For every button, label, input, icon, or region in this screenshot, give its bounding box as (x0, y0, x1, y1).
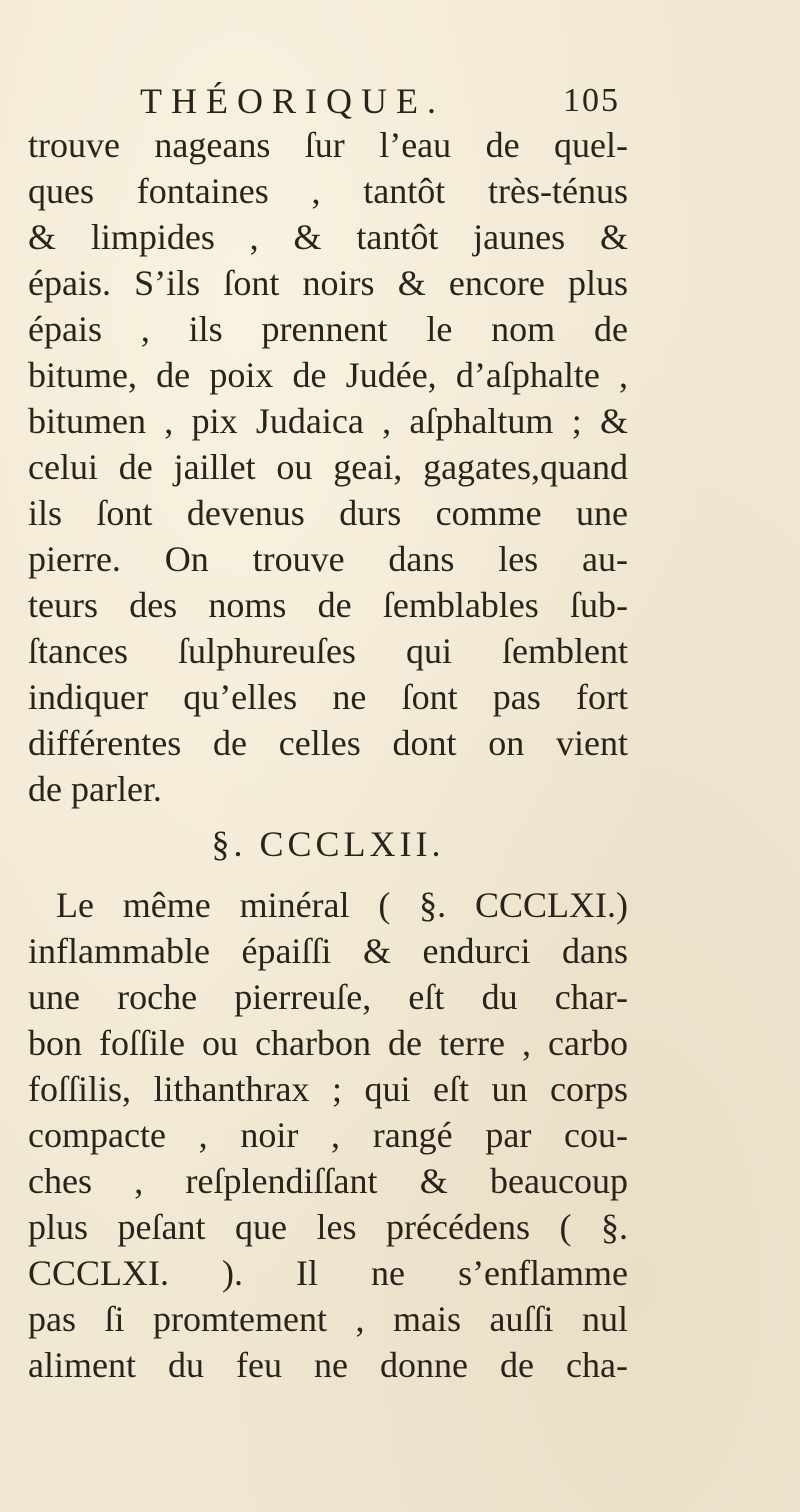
body-text (28, 122, 628, 1388)
text-line: épais. S’ils ſont noirs & encore plus (28, 263, 628, 303)
text-line: différentes de celles dont on vient (28, 723, 628, 763)
text-line: CCCLXI. ). Il ne s’enflamme (28, 1253, 628, 1293)
text-line: pierre. On trouve dans les au- (28, 539, 628, 579)
paragraph-continued (28, 122, 628, 812)
text-line: celui de jaillet ou geai, gagates,quand (28, 447, 628, 487)
text-line: bitumen , pix Judaica , aſphaltum ; & (28, 401, 628, 441)
text-line: compacte , noir , rangé par cou- (28, 1115, 628, 1155)
text-line: ches , reſplendiſſant & beaucoup (28, 1161, 628, 1201)
text-line: bitume, de poix de Judée, d’aſphalte , (28, 355, 628, 395)
text-line: & limpides , & tantôt jaunes & (28, 217, 628, 257)
text-line: indiquer qu’elles ne ſont pas fort (28, 677, 628, 717)
text-line: inflammable épaiſſi & endurci dans (28, 931, 628, 971)
text-line: Le même minéral ( §. CCCLXI.) (56, 885, 628, 925)
text-line: foſſilis, lithanthrax ; qui eſt un corps (28, 1069, 628, 1109)
text-line: trouve nageans ſur l’eau de quel- (28, 125, 628, 165)
running-head: THÉORIQUE. (140, 81, 445, 121)
text-line: ſtances ſulphureuſes qui ſemblent (28, 631, 628, 671)
text-line: aliment du feu ne donne de cha- (28, 1345, 628, 1385)
text-line: une roche pierreuſe, eſt du char- (28, 977, 628, 1017)
text-line: teurs des noms de ſemblables ſub- (28, 585, 628, 625)
text-line: bon foſſile ou charbon de terre , carbo (28, 1023, 628, 1063)
page-header (140, 76, 620, 126)
page-number: 105 (563, 82, 620, 119)
text-line: de parler. (28, 769, 162, 809)
text-line: pas ſi promtement , mais auſſi nul (28, 1299, 628, 1339)
text-line: ques fontaines , tantôt très-ténus (28, 171, 628, 211)
text-line: épais , ils prennent le nom de (28, 309, 628, 349)
text-line: ils ſont devenus durs comme une (28, 493, 628, 533)
section-heading: §. CCCLXII. (211, 824, 445, 864)
text-line: plus peſant que les précédens ( §. (28, 1207, 628, 1247)
paragraph (28, 882, 628, 1388)
